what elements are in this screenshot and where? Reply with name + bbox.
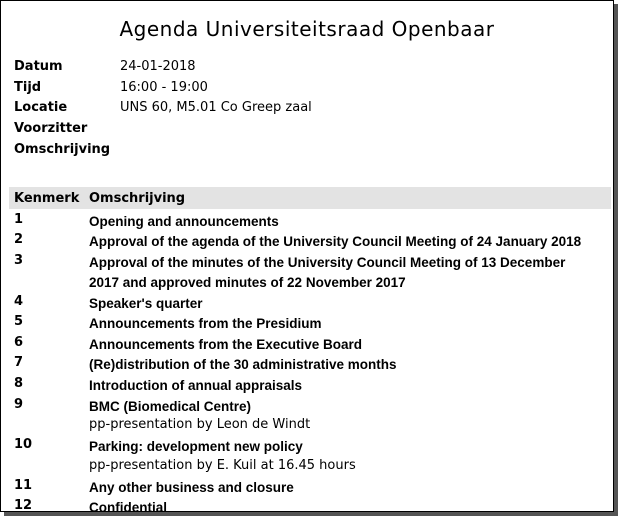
row-code: 2 <box>14 232 24 247</box>
row-description: Announcements from the Presidium <box>89 316 322 331</box>
row-description: BMC (Biomedical Centre) <box>89 399 252 414</box>
row-code: 11 <box>14 478 33 493</box>
meta-location-value: UNS 60, M5.01 Co Greep zaal <box>120 100 312 115</box>
meta-date-value: 24-01-2018 <box>120 59 196 74</box>
row-description: Any other business and closure <box>89 480 294 495</box>
row-description: Opening and announcements <box>89 214 279 229</box>
row-description: (Re)distribution of the 30 administrative months <box>89 357 397 372</box>
row-code: 8 <box>14 376 24 391</box>
row-description: Confidential <box>89 500 167 512</box>
row-description: Parking: development new policy <box>89 439 303 454</box>
row-description: Introduction of annual appraisals <box>89 378 303 393</box>
row-sub-note: pp-presentation by E. Kuil at 16.45 hours <box>89 458 356 473</box>
meta-chair-label: Voorzitter <box>14 121 88 136</box>
row-code: 4 <box>14 294 24 309</box>
meta-time-label: Tijd <box>14 80 42 95</box>
row-code: 1 <box>14 212 24 227</box>
meta-location-label: Locatie <box>14 100 68 115</box>
meta-date-label: Datum <box>14 59 63 74</box>
row-description: Approval of the minutes of the University Council Meeting of 13 December 2017 and approved minutes of 22 November 2017 <box>89 255 566 290</box>
document-title: Agenda Universiteitsraad Openbaar <box>119 17 495 41</box>
row-code: 12 <box>14 498 33 512</box>
table-header <box>9 187 611 209</box>
column-header-code: Kenmerk <box>14 191 80 206</box>
row-code: 3 <box>14 253 24 268</box>
row-code: 9 <box>14 397 24 412</box>
row-description: Announcements from the Executive Board <box>89 337 363 352</box>
row-description: Approval of the agenda of the University Council Meeting of 24 January 2018 <box>89 234 582 249</box>
meta-description-label: Omschrijving <box>14 142 111 157</box>
meta-time-value: 16:00 - 19:00 <box>120 80 208 95</box>
row-code: 10 <box>14 437 33 452</box>
row-code: 7 <box>14 355 24 370</box>
column-header-description: Omschrijving <box>89 191 186 206</box>
row-description: Speaker's quarter <box>89 296 203 311</box>
row-code: 5 <box>14 314 24 329</box>
row-code: 6 <box>14 335 24 350</box>
row-sub-note: pp-presentation by Leon de Windt <box>89 417 311 432</box>
